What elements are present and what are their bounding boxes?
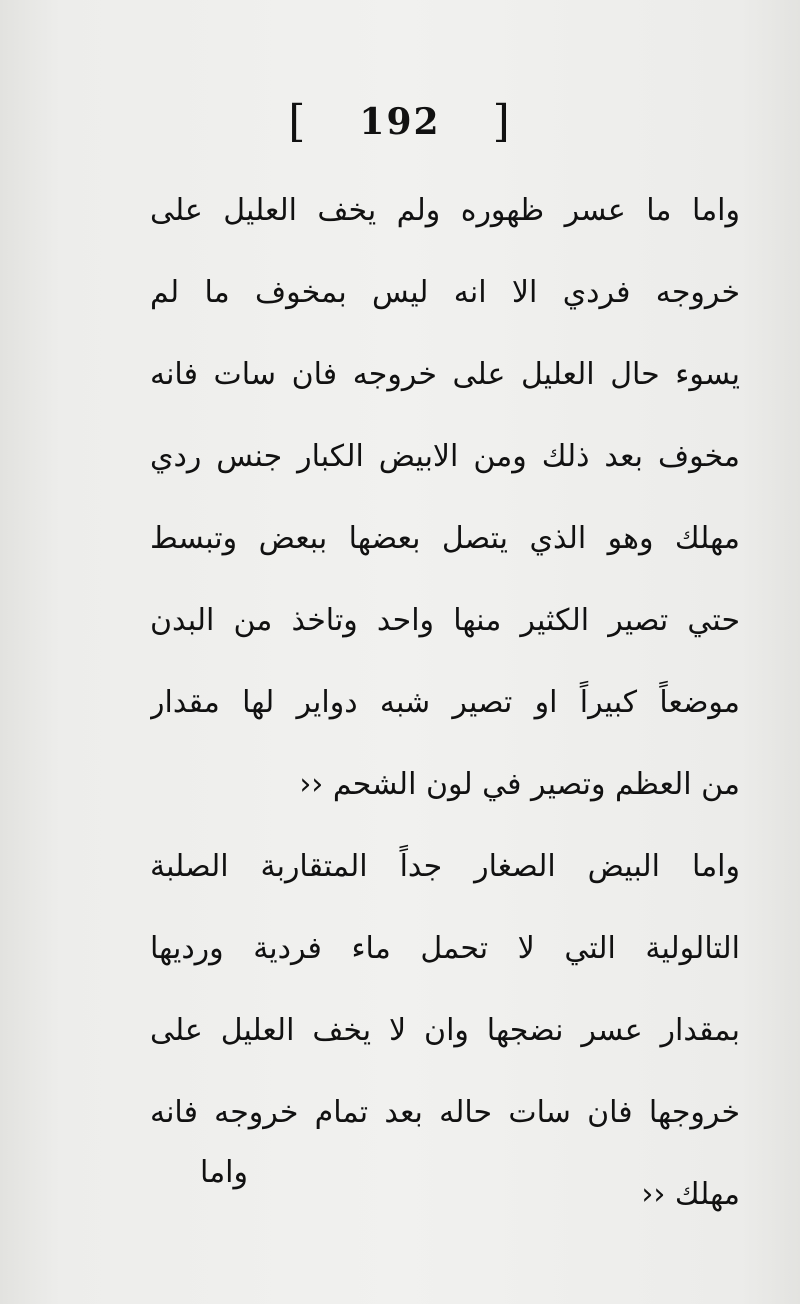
page-number: 192 [359, 100, 441, 143]
text-line-5: مهلك وهو الذي يتصل بعضها ببعض وتبسط [150, 521, 740, 556]
text-line-11: بمقدار عسر نضجها وان لا يخف العليل على [150, 1013, 740, 1048]
text-line-3: يسوء حال العليل على خروجه فان سات فانه [150, 357, 740, 392]
catchword: واما [199, 1155, 248, 1190]
left-bracket: [ [288, 96, 308, 147]
text-line-13: مهلك ‹‹ [641, 1177, 740, 1212]
text-line-2: خروجه فردي الا انه ليس بمخوف ما لم [150, 275, 740, 310]
text-line-9: واما البيض الصغار جداً المتقاربة الصلبة [150, 849, 740, 884]
text-line-4: مخوف بعد ذلك ومن الابيض الكبار جنس ردي [150, 439, 740, 474]
text-line-7: موضعاً كبيراً او تصير شبه دواير لها مقدار [150, 685, 740, 720]
text-line-10: التالولية التي لا تحمل ماء فردية ورديها [150, 931, 740, 966]
arabic-text-block [150, 170, 740, 1236]
right-bracket: ] [492, 96, 512, 147]
text-line-8: من العظم وتصير في لون الشحم ‹‹ [299, 767, 740, 802]
page-number-header [0, 96, 800, 147]
text-line-1: واما ما عسر ظهوره ولم يخف العليل على [150, 193, 740, 228]
text-line-12: خروجها فان سات حاله بعد تمام خروجه فانه [150, 1095, 740, 1130]
text-line-6: حتي تصير الكثير منها واحد وتاخذ من البدن [150, 603, 740, 638]
